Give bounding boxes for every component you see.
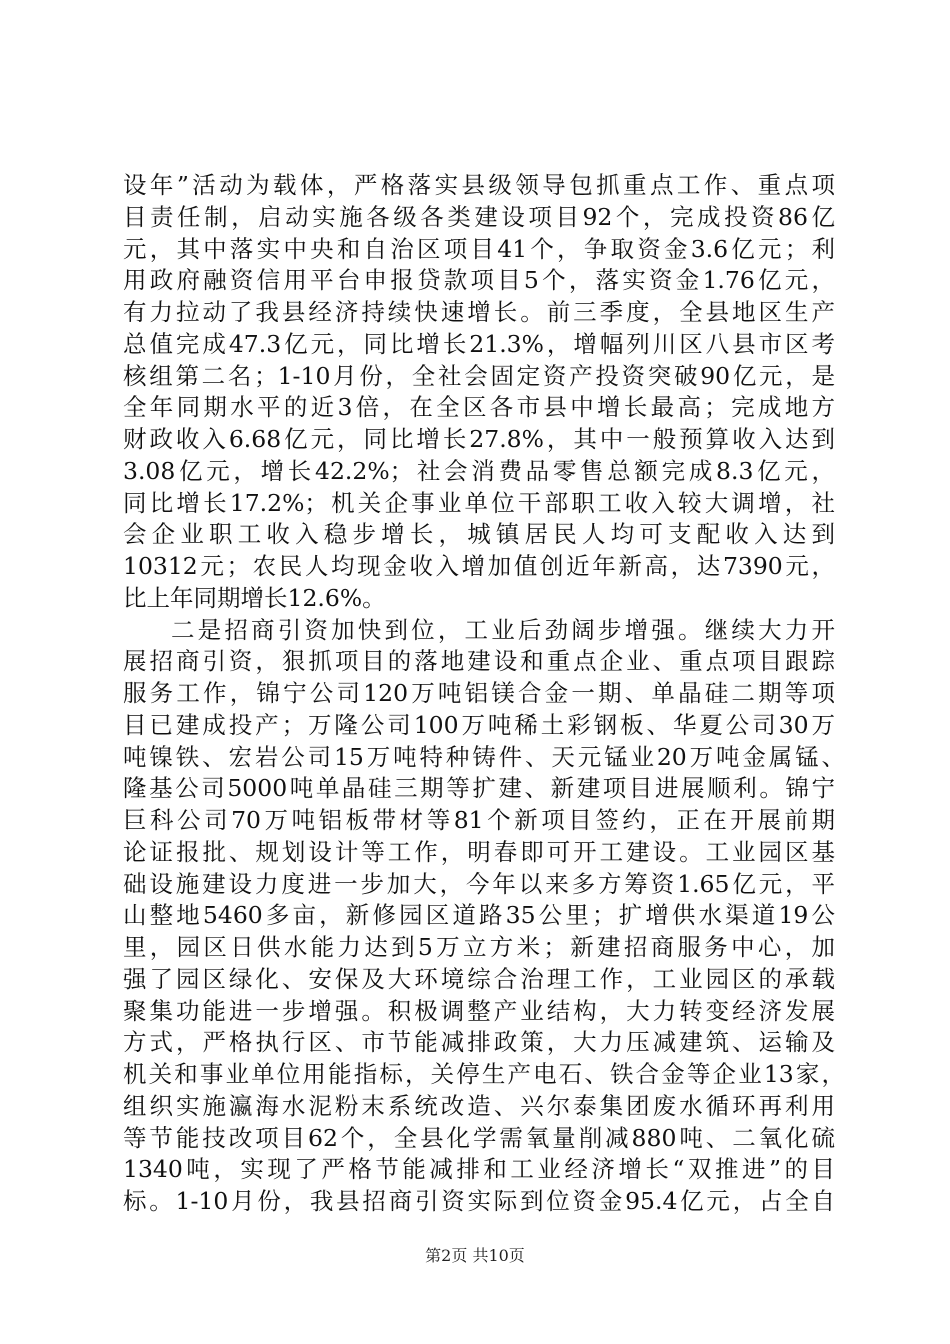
text-line: 论证报批、规划设计等工作，明春即可开工建设。工业园区基 <box>123 837 835 866</box>
text-line: 元，其中落实中央和自治区项目41个，争取资金3.6亿元；利 <box>123 234 835 263</box>
text-line: 等节能技改项目62个，全县化学需氧量削减880吨、二氧化硫 <box>123 1123 835 1152</box>
text-line: 方式，严格执行区、市节能减排政策，大力压减建筑、运输及 <box>123 1028 835 1057</box>
text-line: 础设施建设力度进一步加大，今年以来多方筹资1.65亿元，平 <box>123 869 835 898</box>
text-line: 财政收入6.68亿元，同比增长27.8%，其中一般预算收入达到 <box>123 425 835 453</box>
text-line: 隆基公司5000吨单晶硅三期等扩建、新建项目进展顺利。锦宁 <box>123 774 835 803</box>
text-line: 服务工作，锦宁公司120万吨铝镁合金一期、单晶硅二期等项 <box>123 679 835 707</box>
text-line: 标。1-10月份，我县招商引资实际到位资金95.4亿元，占全自 <box>123 1187 835 1215</box>
text-line: 里，园区日供水能力达到5万立方米；新建招商服务中心，加 <box>123 933 835 961</box>
text-line: 吨镍铁、宏岩公司15万吨特种铸件、天元锰业20万吨金属锰、 <box>123 742 845 771</box>
text-line: 展招商引资，狠抓项目的落地建设和重点企业、重点项目跟踪 <box>123 647 835 676</box>
text-line: 目已建成投产；万隆公司100万吨稀土彩钢板、华夏公司30万 <box>123 710 835 739</box>
text-line: 比上年同期增长12.6%。 <box>123 583 386 612</box>
text-line: 1340吨，实现了严格节能减排和工业经济增长“双推进”的目 <box>123 1155 835 1184</box>
text-line: 聚集功能进一步增强。积极调整产业结构，大力转变经济发展 <box>123 996 835 1025</box>
text-line: 巨科公司70万吨铝板带材等81个新项目签约，正在开展前期 <box>123 806 835 834</box>
text-line: 全年同期水平的近3倍，在全区各市县中增长最高；完成地方 <box>123 393 835 422</box>
text-line: 核组第二名；1-10月份，全社会固定资产投资突破90亿元，是 <box>123 361 835 390</box>
text-line: 二是招商引资加快到位，工业后劲阔步增强。继续大力开 <box>171 615 835 644</box>
text-line: 用政府融资信用平台申报贷款项目5个，落实资金1.76亿元， <box>123 266 835 295</box>
text-line: 3.08亿元，增长42.2%；社会消费品零售总额完成8.3亿元， <box>123 456 835 485</box>
text-line: 组织实施瀛海水泥粉末系统改造、兴尔泰集团废水循环再利用 <box>123 1091 835 1120</box>
text-line: 10312元；农民人均现金收入增加值创近年新高，达7390元， <box>123 552 835 580</box>
text-line: 强了园区绿化、安保及大环境综合治理工作，工业园区的承载 <box>123 964 835 993</box>
text-line: 机关和事业单位用能指标，关停生产电石、铁合金等企业13家， <box>123 1060 845 1088</box>
text-line: 设年”活动为载体，严格落实县级领导包抓重点工作、重点项 <box>123 171 835 199</box>
text-line: 有力拉动了我县经济持续快速增长。前三季度，全县地区生产 <box>123 298 835 326</box>
text-line: 目责任制，启动实施各级各类建设项目92个，完成投资86亿 <box>123 202 835 231</box>
text-line: 总值完成47.3亿元，同比增长21.3%，增幅列川区八县市区考 <box>123 329 835 358</box>
text-line: 山整地5460多亩，新修园区道路35公里；扩增供水渠道19公 <box>123 901 835 930</box>
page-footer: 第2页 共10页 <box>425 1246 525 1265</box>
text-line: 会企业职工收入稳步增长，城镇居民人均可支配收入达到 <box>123 520 835 549</box>
text-line: 同比增长17.2%；机关企事业单位干部职工收入较大调增，社 <box>123 488 835 517</box>
